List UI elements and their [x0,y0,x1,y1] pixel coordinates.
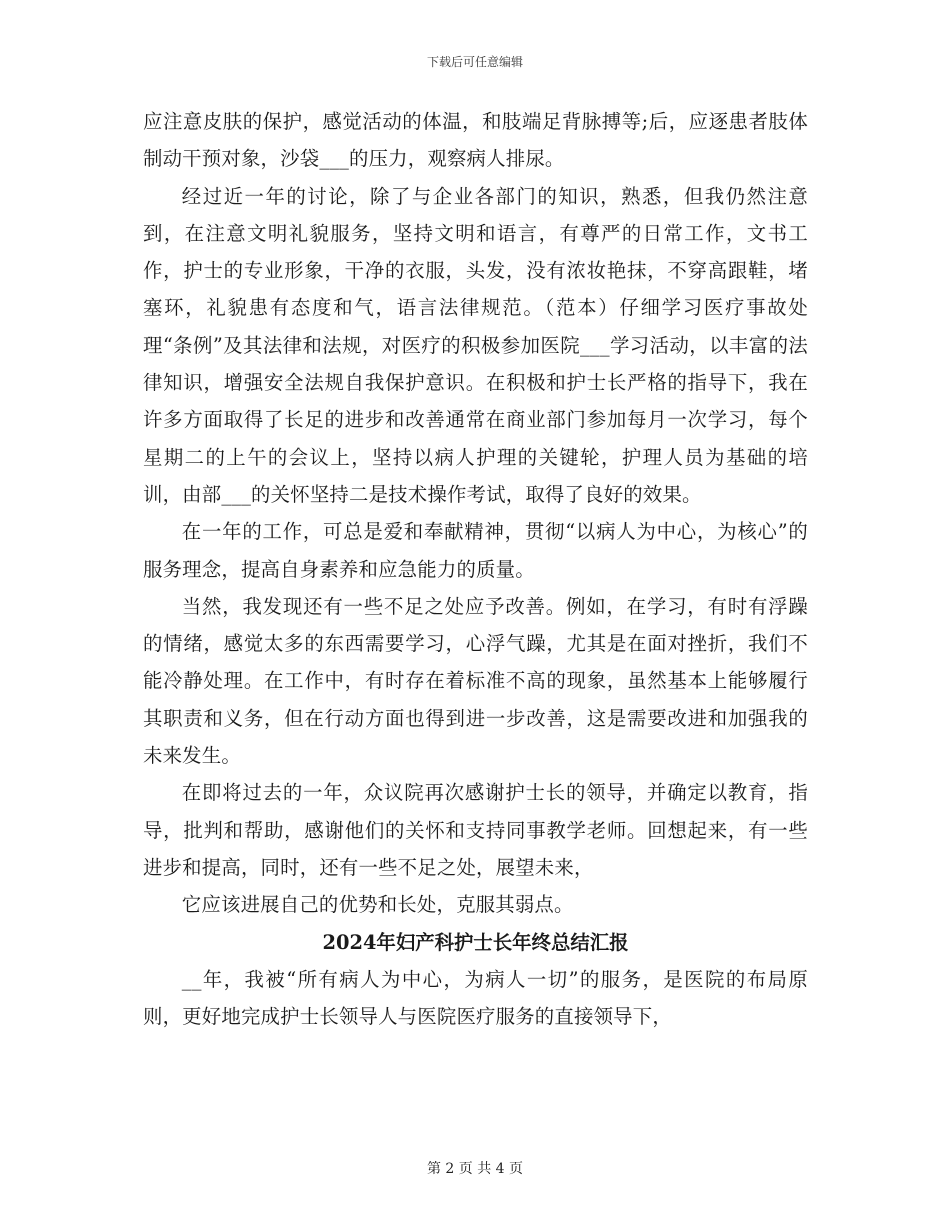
paragraph-1: 应注意皮肤的保护，感觉活动的体温，和肢端足背脉搏等;后，应逐患者肢体制动干预对象，沙袋___的压力，观察病人排尿。 [143,110,808,171]
document-body [143,103,808,1035]
page-header: 下载后可任意编辑 [426,55,523,69]
paragraph-2: 经过近一年的讨论，除了与企业各部门的知识，熟悉，但我仍然注意到，在注意文明礼貌服务，坚持文明和语言，有尊严的日常工作，文书工作，护士的专业形象，干净的衣服，头发，没有浓妆艳抹，不穿高跟鞋，堵塞环，礼貌患有态度和气，语言法律规范。（范本）仔细学习医疗事故处理“条例”及其法律和法规，对医疗的积极参加医院___学习活动，以丰富的法律知识，增强安全法规自我保护意识。在积极和护士长严格的指导下，我在许多方面取得了长足的进步和改善通常在商业部门参加每月一次学习，每个星期二的上午的会议上，坚持以病人护理的关键轮，护理人员为基础的培训，由部___的关怀坚持二是技术操作考试，取得了良好的效果。 [143,184,808,506]
section-title: 2024年妇产科护士长年终总结汇报 [322,930,629,954]
paragraph-3: 在一年的工作，可总是爱和奉献精神，贯彻“以病人为中心，为核心”的服务理念，提高自身素养和应急能力的质量。 [143,520,808,581]
paragraph-6: 它应该进展自己的优势和长处，克服其弱点。 [181,893,574,917]
section-paragraph-1: __年，我被“所有病人为中心，为病人一切”的服务，是医院的布局原则，更好地完成护士长领导人与医院医疗服务的直接领导下， [143,967,808,1029]
page-footer: 第 2 页 共 4 页 [426,1161,524,1177]
paragraph-4: 当然，我发现还有一些不足之处应予改善。例如，在学习，有时有浮躁的情绪，感觉太多的东西需要学习，心浮气躁，尤其是在面对挫折，我们不能冷静处理。在工作中，有时存在着标准不高的现象，虽然基本上能够履行其职责和义务，但在行动方面也得到进一步改善，这是需要改进和加强我的未来发生。 [143,594,808,768]
paragraph-5: 在即将过去的一年，众议院再次感谢护士长的领导，并确定以教育，指导，批判和帮助，感谢他们的关怀和支持同事教学老师。回想起来，有一些进步和提高，同时，还有一些不足之处，展望未来， [143,781,808,879]
